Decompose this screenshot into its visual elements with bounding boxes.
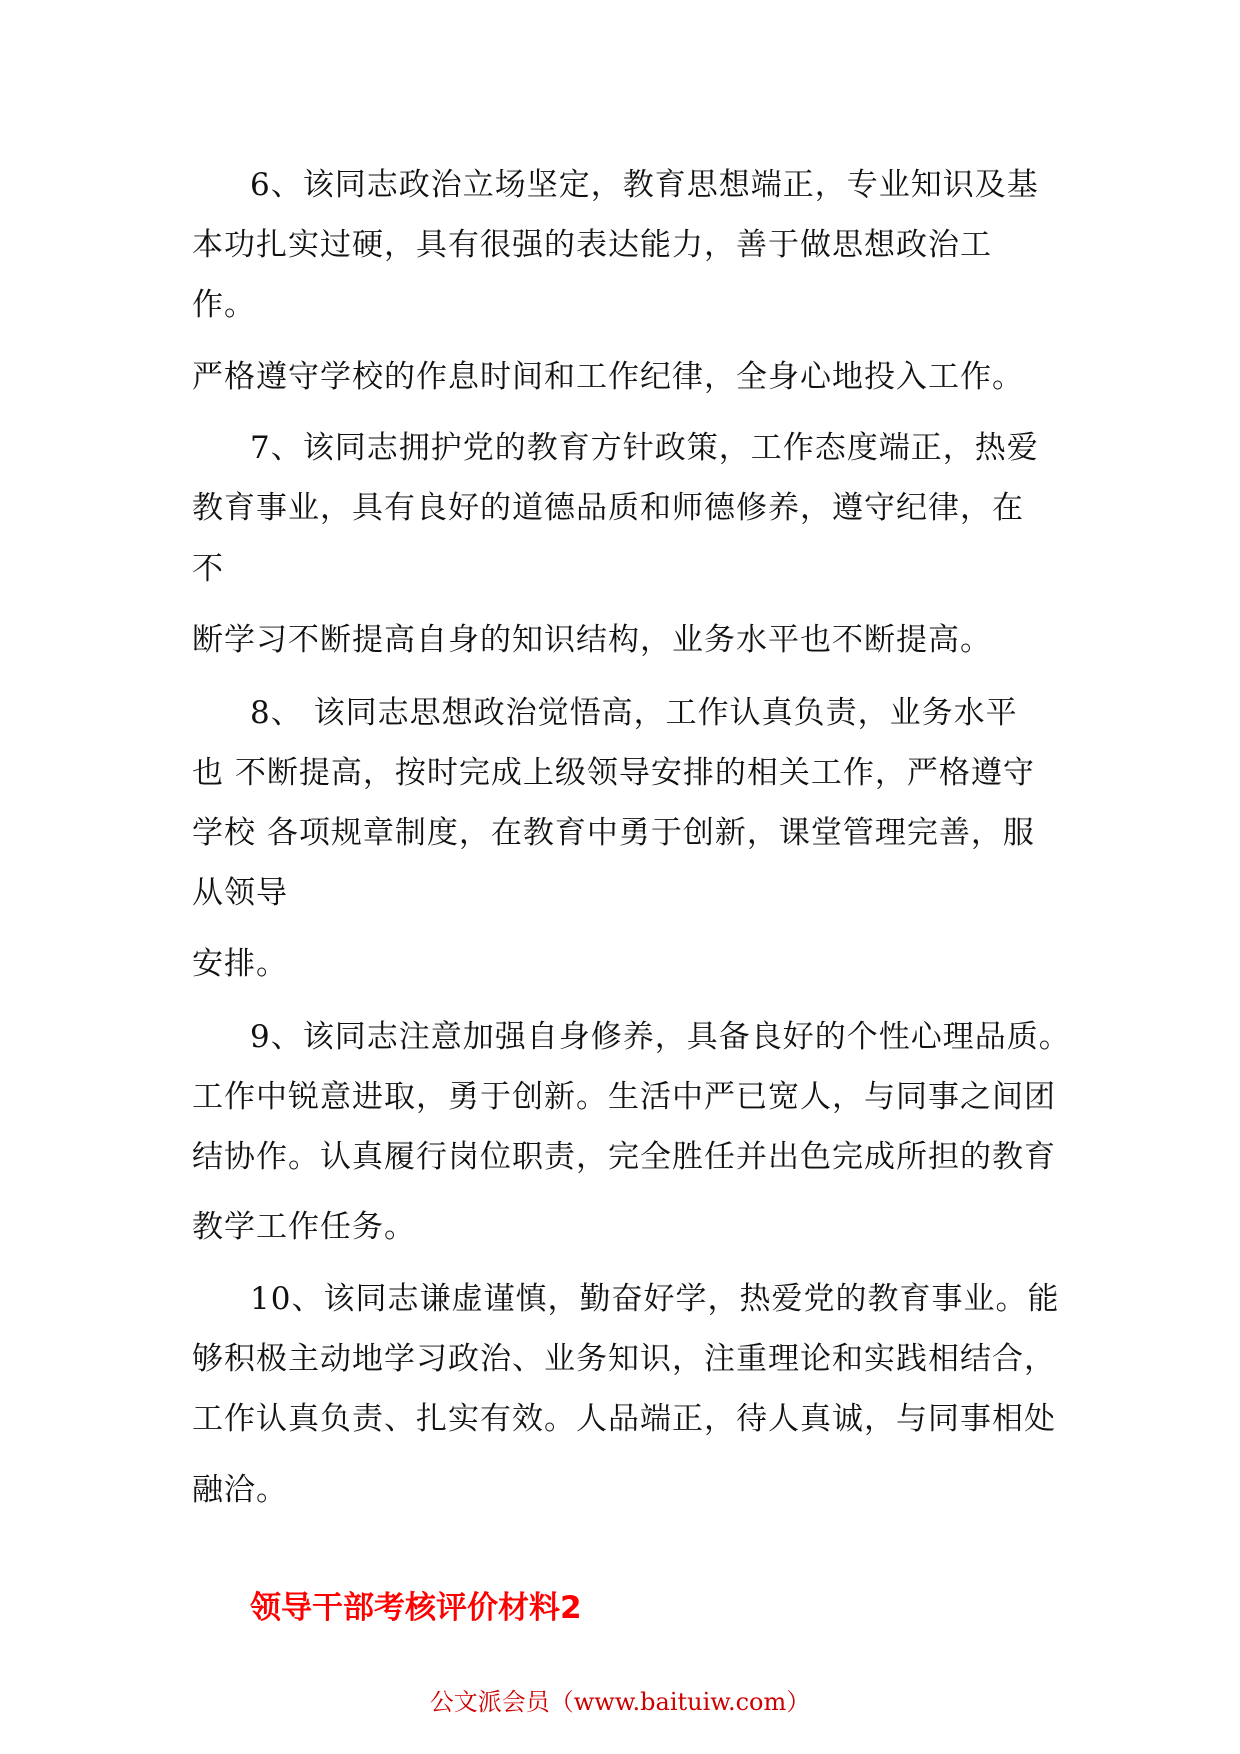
paragraph-8-line-2: 也 不断提高，按时完成上级领导安排的相关工作，严格遵守: [192, 755, 1035, 791]
paragraph-10-line-4: 融洽。: [192, 1472, 288, 1508]
paragraph-arrangement-line: 安排。: [192, 946, 288, 982]
paragraph-10-line-2: 够积极主动地学习政治、业务知识，注重理论和实践相结合，: [192, 1341, 1056, 1377]
paragraph-7-line-3: 不: [192, 551, 224, 587]
paragraph-6-line-2: 本功扎实过硬，具有很强的表达能力，善于做思想政治工: [192, 227, 992, 263]
paragraph-6-line-3: 作。: [192, 287, 256, 323]
paragraph-9-line-4: 教学工作任务。: [192, 1209, 416, 1245]
paragraph-9-line-3: 结协作。认真履行岗位职责，完全胜任并出色完成所担的教育: [192, 1139, 1056, 1175]
paragraph-8-line-1: 8、 该同志思想政治觉悟高，工作认真负责，业务水平: [250, 695, 1018, 731]
paragraph-9-line-2: 工作中锐意进取，勇于创新。生活中严已宽人，与同事之间团: [192, 1079, 1056, 1115]
paragraph-6-line-1: 6、该同志政治立场坚定，教育思想端正，专业知识及基: [250, 167, 1039, 203]
paragraph-10-line-3: 工作认真负责、扎实有效。人品端正，待人真诚，与同事相处: [192, 1401, 1056, 1437]
footer-watermark: 公文派会员（www.baituiw.com）: [429, 1688, 811, 1716]
paragraph-8-line-3: 学校 各项规章制度，在教育中勇于创新，课堂管理完善，服: [192, 815, 1035, 851]
paragraph-9-line-1: 9、该同志注意加强自身修养，具备良好的个性心理品质。: [250, 1019, 1071, 1055]
paragraph-7-line-1: 7、该同志拥护党的教育方针政策，工作态度端正，热爱: [250, 430, 1039, 466]
paragraph-discipline-line: 严格遵守学校的作息时间和工作纪律，全身心地投入工作。: [192, 359, 1024, 395]
paragraph-10-line-1: 10、该同志谦虚谨慎，勤奋好学，热爱党的教育事业。能: [250, 1281, 1060, 1317]
paragraph-7-line-2: 教育事业，具有良好的道德品质和师德修养，遵守纪律，在: [192, 490, 1024, 526]
paragraph-8-line-4: 从领导: [192, 875, 288, 911]
section-heading: 领导干部考核评价材料2: [250, 1590, 582, 1626]
paragraph-study-line: 断学习不断提高自身的知识结构，业务水平也不断提高。: [192, 622, 992, 658]
